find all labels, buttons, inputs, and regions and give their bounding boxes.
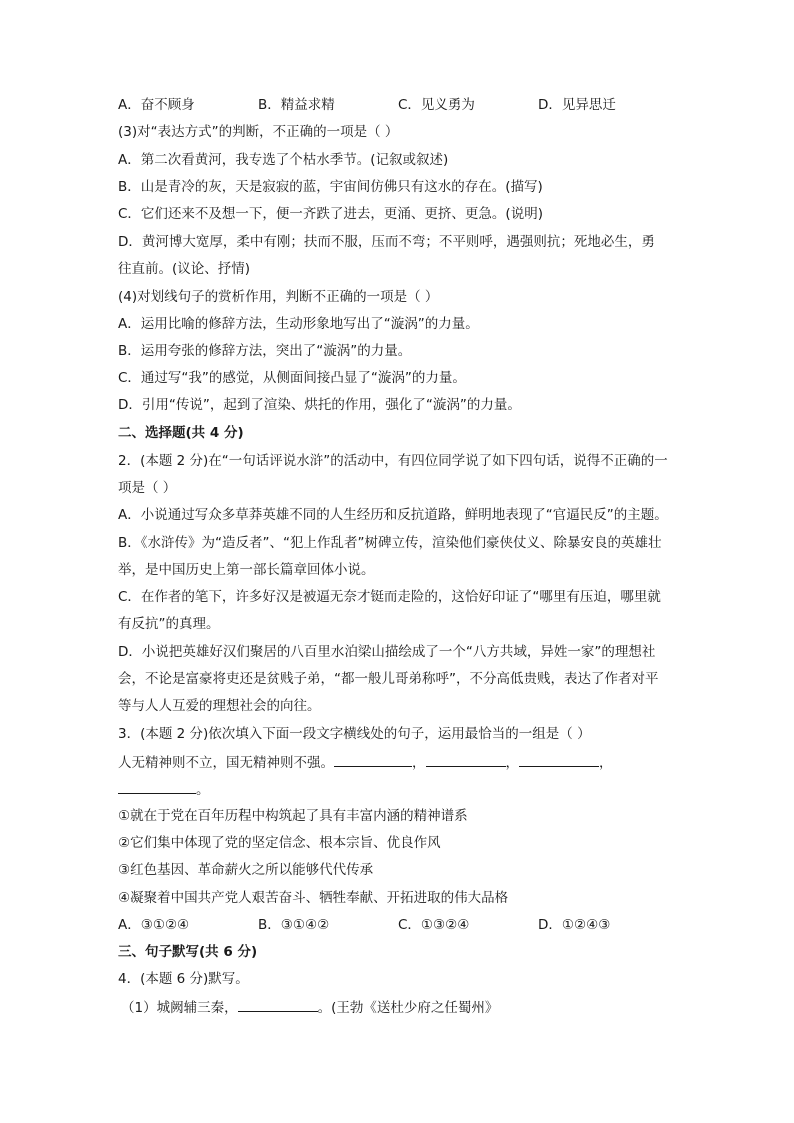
q3-blank-3 (519, 752, 599, 767)
q2-option-b-line2: 举，是中国历史上第一部长篇章回体小说。 (118, 562, 375, 578)
q3-blank-line-2 (118, 779, 210, 799)
q3-item-3: ③红色基因、革命薪火之所以能够代代传承 (118, 862, 374, 878)
q3-comma-3: ， (599, 755, 613, 771)
q3-option-d: D．①②④③ (538, 917, 611, 933)
q4-blank-1 (238, 997, 318, 1012)
q2-option-d-line3: 等与人人互爱的理想社会的向往。 (118, 698, 321, 714)
q3-comma-2: ， (505, 755, 519, 771)
q3-item-1: ①就在于党在百年历程中构筑起了具有丰富内涵的精神谱系 (118, 808, 468, 824)
q2-option-d-line1: D．小说把英雄好汉们聚居的八百里水泊梁山描绘成了一个“八方共域，异姓一家”的理想社 (118, 644, 656, 660)
q2-option-c-line1: C．在作者的笔下，许多好汉是被逼无奈才铤而走险的，这恰好印证了“哪里有压迫，哪里就 (118, 589, 661, 605)
q1-4-option-a: A．运用比喻的修辞方法，生动形象地写出了“漩涡”的力量。 (118, 316, 479, 332)
q4-stem: 4．(本题 6 分)默写。 (118, 971, 249, 987)
q1-3-option-b: B．山是青冷的灰，天是寂寂的蓝，宇宙间仿佛只有这水的存在。(描写) (118, 179, 543, 195)
q1-option-b: B．精益求精 (258, 97, 335, 113)
q1-3-option-a: A．第二次看黄河，我专选了个枯水季节。(记叙或叙述) (118, 152, 449, 168)
q1-3-option-c: C．它们还来不及想一下，便一齐跌了进去，更涌、更挤、更急。(说明) (118, 206, 543, 222)
q3-passage-line (118, 752, 613, 772)
q1-4-option-b: B．运用夸张的修辞方法，突出了“漩涡”的力量。 (118, 343, 412, 359)
q1-option-d: D．见异思迁 (538, 97, 616, 113)
q2-stem-line1: 2．(本题 2 分)在“一句话评说水浒”的活动中，有四位同学说了如下四句话，说得不正确的一 (118, 453, 668, 469)
q1-4-option-c: C．通过写“我”的感觉，从侧面间接凸显了“漩涡”的力量。 (118, 370, 466, 386)
q1-option-c: C．见义勇为 (398, 97, 475, 113)
q3-passage-text: 人无精神则不立，国无精神则不强。 (118, 755, 334, 771)
q3-option-b: B．③①④② (258, 917, 330, 933)
q2-option-b-line1: B．《水浒传》为“造反者”、“犯上作乱者”树碑立传，渲染他们豪侠仗义、除暴安良的英雄壮 (118, 535, 662, 551)
section-3-heading: 三、句子默写(共 6 分) (118, 944, 258, 960)
q3-option-c: C．①③②④ (398, 917, 470, 933)
q3-blank-4 (118, 779, 196, 794)
q2-stem-line2: 项是（ ） (118, 480, 177, 496)
q3-blank-2 (426, 752, 506, 767)
q2-option-c-line2: 有反抗”的真理。 (118, 616, 220, 632)
section-2-heading: 二、选择题(共 4 分) (118, 425, 244, 441)
q3-item-4: ④凝聚着中国共产党人艰苦奋斗、牺牲奉献、开拓进取的伟大品格 (118, 890, 509, 906)
q1-3-option-d-line2: 往直前。(议论、抒情) (118, 261, 251, 277)
q1-3-option-d-line1: D．黄河博大宽厚，柔中有刚；扶而不服，压而不弯；不平则呼，遇强则抗；死地必生，勇 (118, 234, 655, 250)
q3-comma-1: ， (412, 755, 426, 771)
q4-line-1 (121, 997, 498, 1017)
q3-blank-1 (334, 752, 412, 767)
q4-line-1-prefix: （1）城阙辅三秦， (121, 1000, 238, 1016)
q1-4-stem: (4)对划线句子的赏析作用，判断不正确的一项是（ ） (118, 289, 439, 305)
q3-period: 。 (196, 782, 210, 798)
q4-line-1-suffix: 。(王勃《送杜少府之任蜀州》 (317, 1000, 499, 1016)
q3-stem: 3．(本题 2 分)依次填入下面一段文字横线处的句子，运用最恰当的一组是（ ） (118, 726, 591, 742)
q1-option-a: A．奋不顾身 (118, 97, 195, 113)
q3-option-a: A．③①②④ (118, 917, 190, 933)
q3-item-2: ②它们集中体现了党的坚定信念、根本宗旨、优良作风 (118, 835, 441, 851)
q2-option-a: A．小说通过写众多草莽英雄不同的人生经历和反抗道路，鲜明地表现了“官逼民反”的主题。 (118, 507, 668, 523)
q1-3-stem: (3)对“表达方式”的判断，不正确的一项是（ ） (118, 124, 399, 140)
q1-4-option-d: D．引用“传说”，起到了渲染、烘托的作用，强化了“漩涡”的力量。 (118, 397, 521, 413)
q2-option-d-line2: 会，不论是富豪将吏还是贫贱子弟，“都一般儿哥弟称呼”，不分高低贵贱，表达了作者对平 (118, 671, 659, 687)
